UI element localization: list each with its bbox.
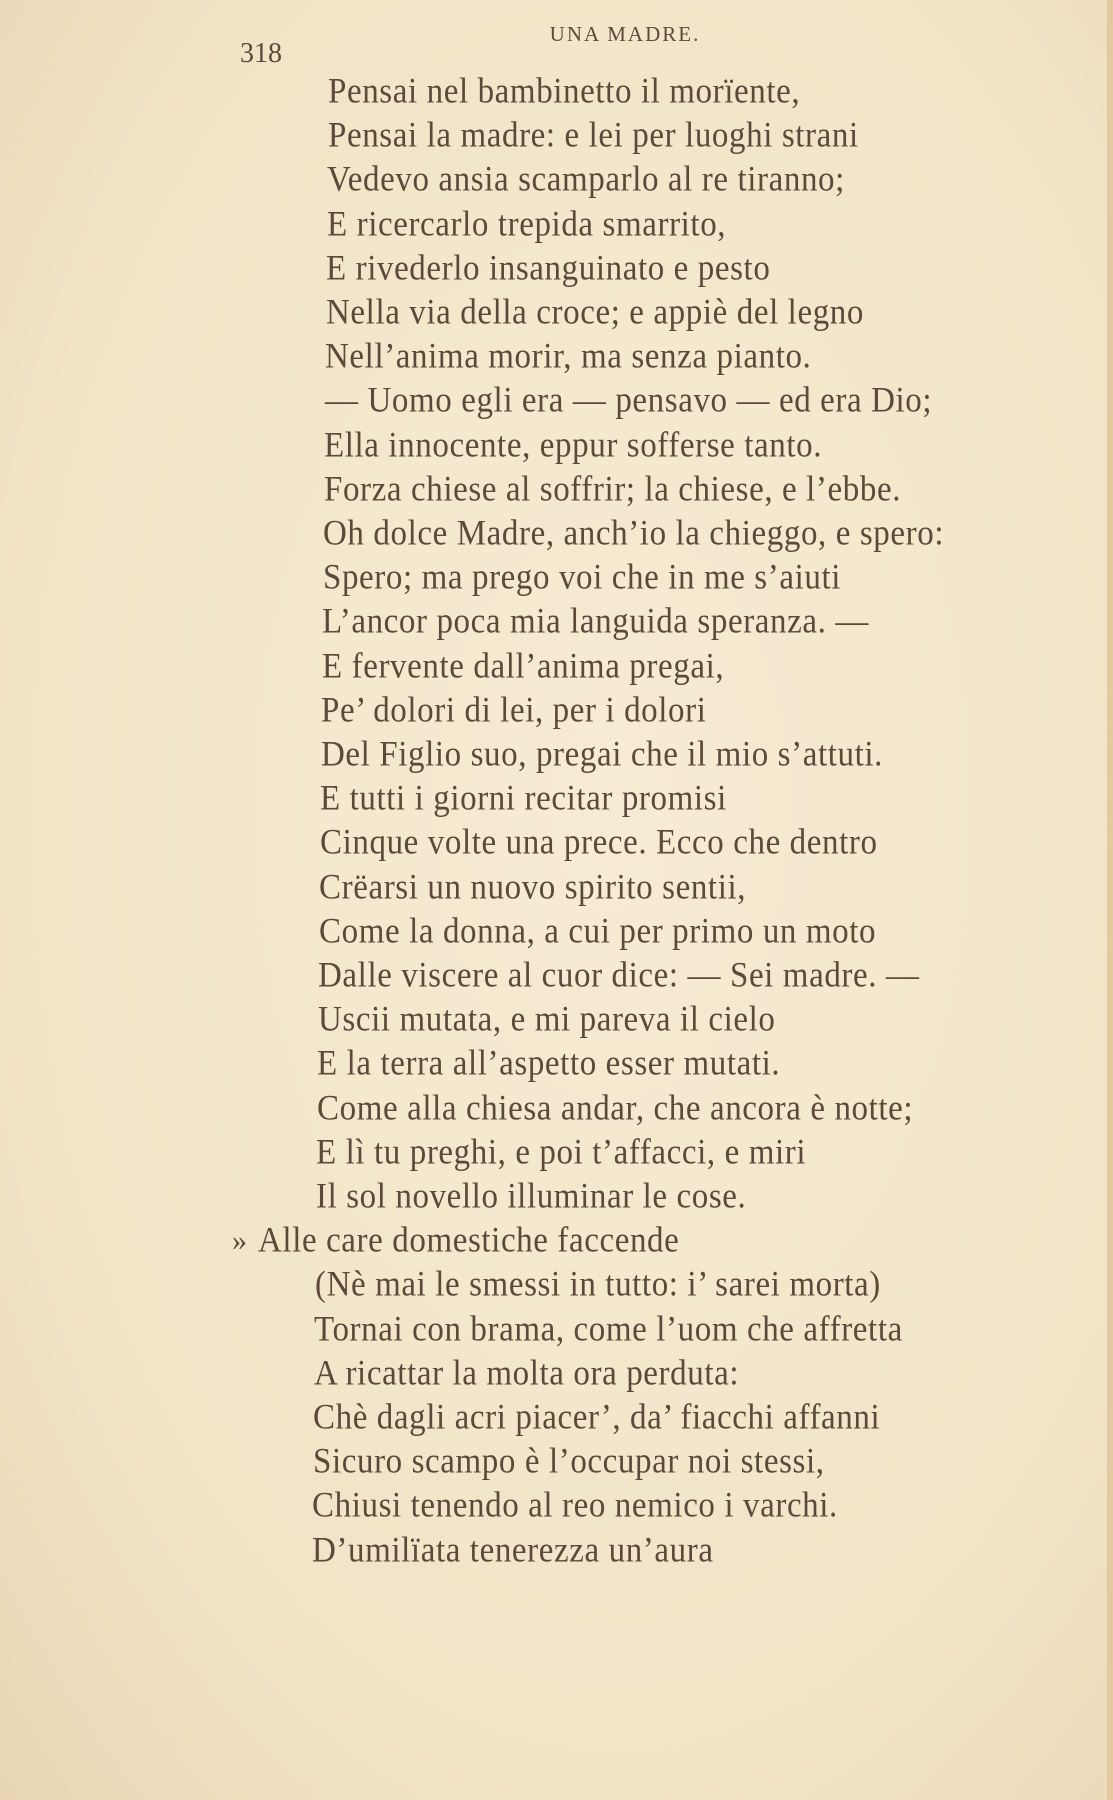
verse-line: E rivederlo insanguinato e pesto — [326, 249, 771, 288]
verse-line: Del Figlio suo, pregai che il mio s’attuti. — [321, 735, 883, 775]
verse-line: Pe’ dolori di lei, per i dolori — [321, 691, 707, 730]
verse-line: Uscii mutata, e mi pareva il cielo — [318, 1000, 776, 1040]
stanza-marker: » — [232, 1224, 247, 1258]
verse-line: E lì tu preghi, e poi t’affacci, e miri — [316, 1133, 807, 1172]
verse-line: L’ancor poca mia languida speranza. — — [322, 602, 869, 642]
verse-line: Chiusi tenendo al reo nemico i varchi. — [312, 1486, 838, 1526]
verse-line: Cinque volte una prece. Ecco che dentro — [320, 823, 878, 863]
page-number: 318 — [240, 38, 282, 69]
running-title: UNA MADRE. — [549, 22, 701, 46]
verse-line: A ricattar la molta ora perduta: — [314, 1354, 740, 1393]
verse-line: Ella innocente, eppur sofferse tanto. — [324, 425, 823, 465]
verse-line: Chè dagli acri piacer’, da’ fiacchi affanni — [313, 1398, 881, 1438]
verse-line: Come la donna, a cui per primo un moto — [319, 912, 877, 951]
verse-line: D’umilïata tenerezza un’aura — [312, 1530, 714, 1570]
page-edge — [1107, 0, 1113, 1800]
verse-line: Alle care domestiche faccende — [258, 1221, 680, 1261]
verse-line: Pensai nel bambinetto il morïente, — [328, 72, 801, 112]
verse-line: Oh dolce Madre, anch’io la chieggo, e spero: — [323, 514, 945, 554]
verse-line: E la terra all’aspetto esser mutati. — [317, 1044, 781, 1084]
verse-line: E ricercarlo trepida smarrito, — [327, 204, 727, 244]
verse-line: Come alla chiesa andar, che ancora è notte; — [317, 1088, 914, 1128]
verse-line: Il sol novello illuminar le cose. — [316, 1177, 747, 1217]
verse-line: E tutti i giorni recitar promisi — [320, 779, 727, 819]
verse-line: — Uomo egli era — pensavo — ed era Dio; — [325, 381, 933, 421]
verse-line: Pensai la madre: e lei per luoghi strani — [328, 116, 859, 156]
verse-line: Sicuro scampo è l’occupar noi stessi, — [313, 1442, 825, 1482]
verse-line: Spero; ma prego voi che in me s’aiuti — [323, 558, 841, 598]
verse-line: Tornai con brama, come l’uom che affretta — [314, 1309, 903, 1349]
verse-line: Nella via della croce; e appiè del legno — [326, 293, 864, 333]
verse-line: Forza chiese al soffrir; la chiese, e l’ebbe. — [324, 470, 902, 509]
verse-line: E fervente dall’anima pregai, — [322, 646, 725, 686]
verse-line: Nell’anima morir, ma senza pianto. — [325, 337, 812, 377]
verse-line: Vedevo ansia scamparlo al re tiranno; — [327, 160, 845, 200]
verse-line: (Nè mai le smessi in tutto: i’ sarei morta) — [315, 1265, 881, 1305]
verse-line: Dalle viscere al cuor dice: — Sei madre. — — [318, 956, 920, 996]
verse-line: Crëarsi un nuovo spirito sentii, — [319, 867, 747, 907]
